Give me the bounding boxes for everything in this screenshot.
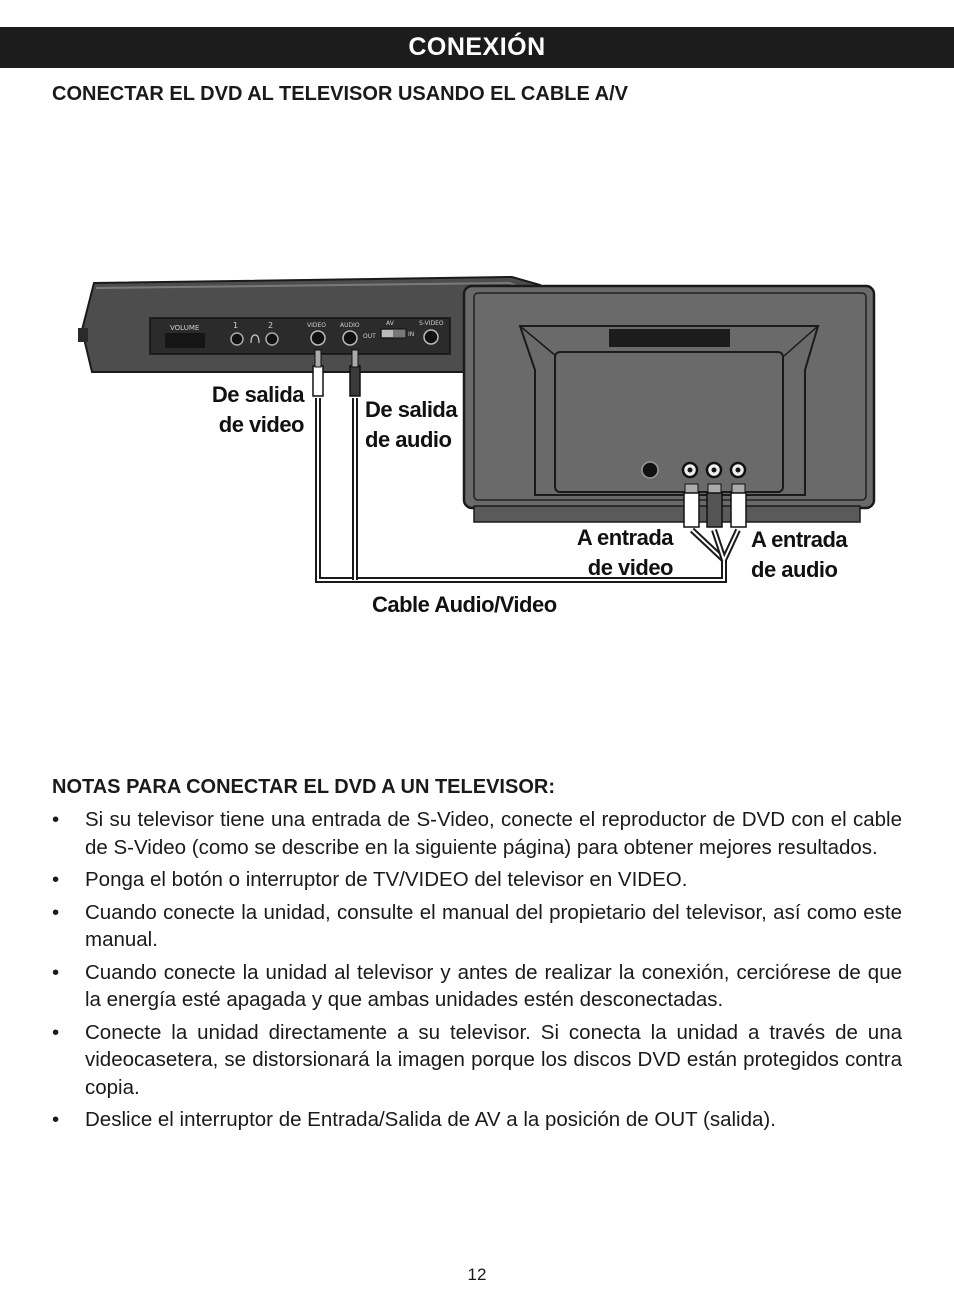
video-in-callout: A entrada de video [576,525,673,580]
jack2-label: 2 [268,321,274,330]
notes-title: NOTAS PARA CONECTAR EL DVD A UN TELEVISOR: [52,776,555,798]
video-out-callout: De salida de video [211,382,304,437]
audio-plug [350,366,360,396]
volume-label: VOLUME [170,324,200,332]
list-item: • Ponga el botón o interruptor de TV/VIDEO del televisor en VIDEO. [52,868,688,891]
svideo-label: S-VIDEO [419,320,444,327]
rca-audio-plug-2 [731,493,746,527]
list-item: • Deslice el interruptor de Entrada/Salida de AV a la posición de OUT (salida). [52,1108,776,1131]
svideo-jack-icon [424,330,438,344]
television [464,286,874,522]
cable-callout: Cable Audio/Video [372,592,557,617]
list-item: • Cuando conecte la unidad al televisor y antes de realizar la conexión, cerciórese de que la energía esté apagada y que ambas unidades estén desconectadas. [52,960,902,1011]
headphone-jack-1-icon [231,333,243,345]
list-item: • Conecte la unidad directamente a su televisor. Si conecta la unidad a través de una videocasetera, se distorsionará la imagen porque los discos DVD están protegidos contra copia. [52,1020,902,1099]
video-jack-label: VIDEO [307,322,327,329]
section-banner: CONEXIÓN [0,27,954,68]
page-number: 12 [467,1265,487,1284]
audio-out-callout: De salida de audio [365,397,458,452]
notes-list [52,806,902,1139]
audio-in-callout: A entrada de audio [751,527,848,582]
av-switch-label: AV [386,320,394,327]
audio-jack-label: AUDIO [340,322,360,329]
jack1-label: 1 [233,321,239,330]
av-switch-knob [382,330,393,337]
in-label: IN [408,331,415,338]
rca-video-plug [684,493,699,527]
headphone-jack-2-icon [266,333,278,345]
list-item: • Si su televisor tiene una entrada de S-Video, conecte el reproductor de DVD con el cable de S-Video (como se describe en la siguiente página) para obtener mejores resultados. [52,808,902,859]
audio-out-jack-icon [343,331,357,345]
rca-audio-plug-1 [707,493,722,527]
page-subtitle: CONECTAR EL DVD AL TELEVISOR USANDO EL CABLE A/V [52,83,628,105]
out-label: OUT [363,333,376,340]
list-item: • Cuando conecte la unidad, consulte el manual del propietario del televisor, así como este manual. [52,900,902,951]
video-plug [313,366,323,396]
video-out-jack-icon [311,331,325,345]
tv-power-icon [642,462,658,478]
